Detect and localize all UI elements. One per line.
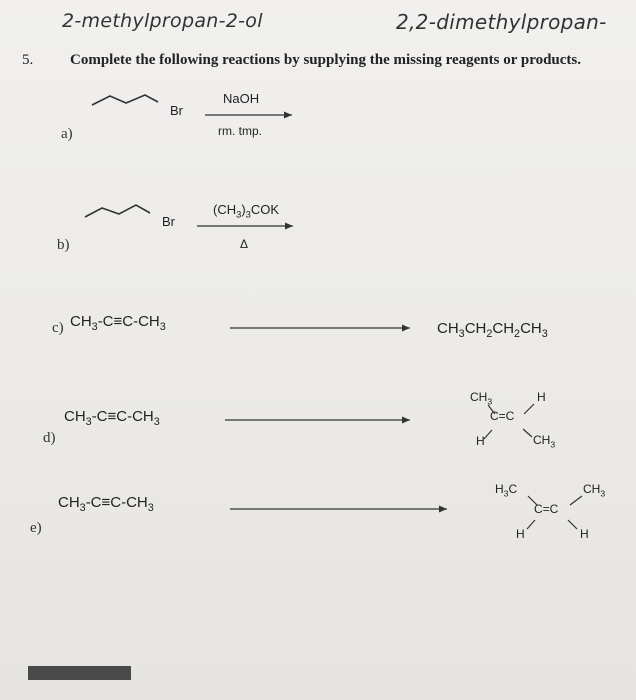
- handwritten-note-right: 2,2-dimethylpropan-: [396, 10, 607, 34]
- reaction-b-arrowhead: [285, 223, 293, 230]
- reaction-e-product-h3c: $H_3C$: [495, 482, 518, 499]
- reaction-c-label: c): [52, 320, 64, 336]
- reaction-d-product-ch3-bottom: $CH_3$: [533, 433, 556, 450]
- handwritten-note-left: 2-methylpropan-2-ol: [62, 10, 263, 32]
- reaction-a-reagent: NaOH: [223, 91, 260, 106]
- reaction-a-arrowhead: [284, 112, 292, 119]
- reaction-c-product: $CH_3CH_2CH_2CH_3$: [437, 320, 548, 340]
- reaction-e-reactant: $CH_3-C\equiv C-CH_3$: [58, 494, 154, 514]
- reaction-d-product-alkene: C=C: [490, 409, 515, 423]
- reaction-d-product-ch3-top: $CH_3$: [470, 390, 493, 407]
- reaction-d-reactant: $CH_3-C\equiv C-CH_3$: [64, 408, 160, 428]
- reaction-a-label: a): [61, 126, 73, 142]
- reaction-e-product-ch3: $CH_3$: [583, 482, 606, 499]
- reaction-a-condition: rm. tmp.: [218, 124, 262, 138]
- reaction-c-reactant: $CH_3-C\equiv C-CH_3$: [70, 313, 166, 333]
- reaction-b-condition: Δ: [240, 237, 249, 251]
- reaction-a-bromine: Br: [170, 103, 183, 118]
- reaction-e-product-alkene: C=C: [534, 502, 559, 516]
- bottom-edge-bar: [28, 666, 131, 680]
- reaction-b-chain: [85, 205, 150, 217]
- question-prompt: Complete the following reactions by supplying the missing reagents or products.: [70, 52, 582, 68]
- reaction-b-reagent: $(CH_3)_3COK$: [213, 202, 280, 220]
- reaction-b-label: b): [57, 237, 70, 253]
- reaction-d-arrowhead: [402, 417, 410, 424]
- reaction-e-arrowhead: [439, 506, 447, 513]
- reaction-d-product-h-bottom: H: [476, 434, 485, 448]
- reaction-d-product-h-top: H: [537, 390, 546, 404]
- reaction-b-bromine: Br: [162, 214, 175, 229]
- reaction-a-chain: [92, 95, 158, 105]
- reaction-e-label: e): [30, 520, 42, 536]
- reaction-c-arrowhead: [402, 325, 410, 332]
- question-number: 5.: [22, 52, 34, 68]
- reaction-e-product-h-right: H: [580, 527, 589, 541]
- reaction-d-label: d): [43, 430, 56, 446]
- reaction-e-product-h-left: H: [516, 527, 525, 541]
